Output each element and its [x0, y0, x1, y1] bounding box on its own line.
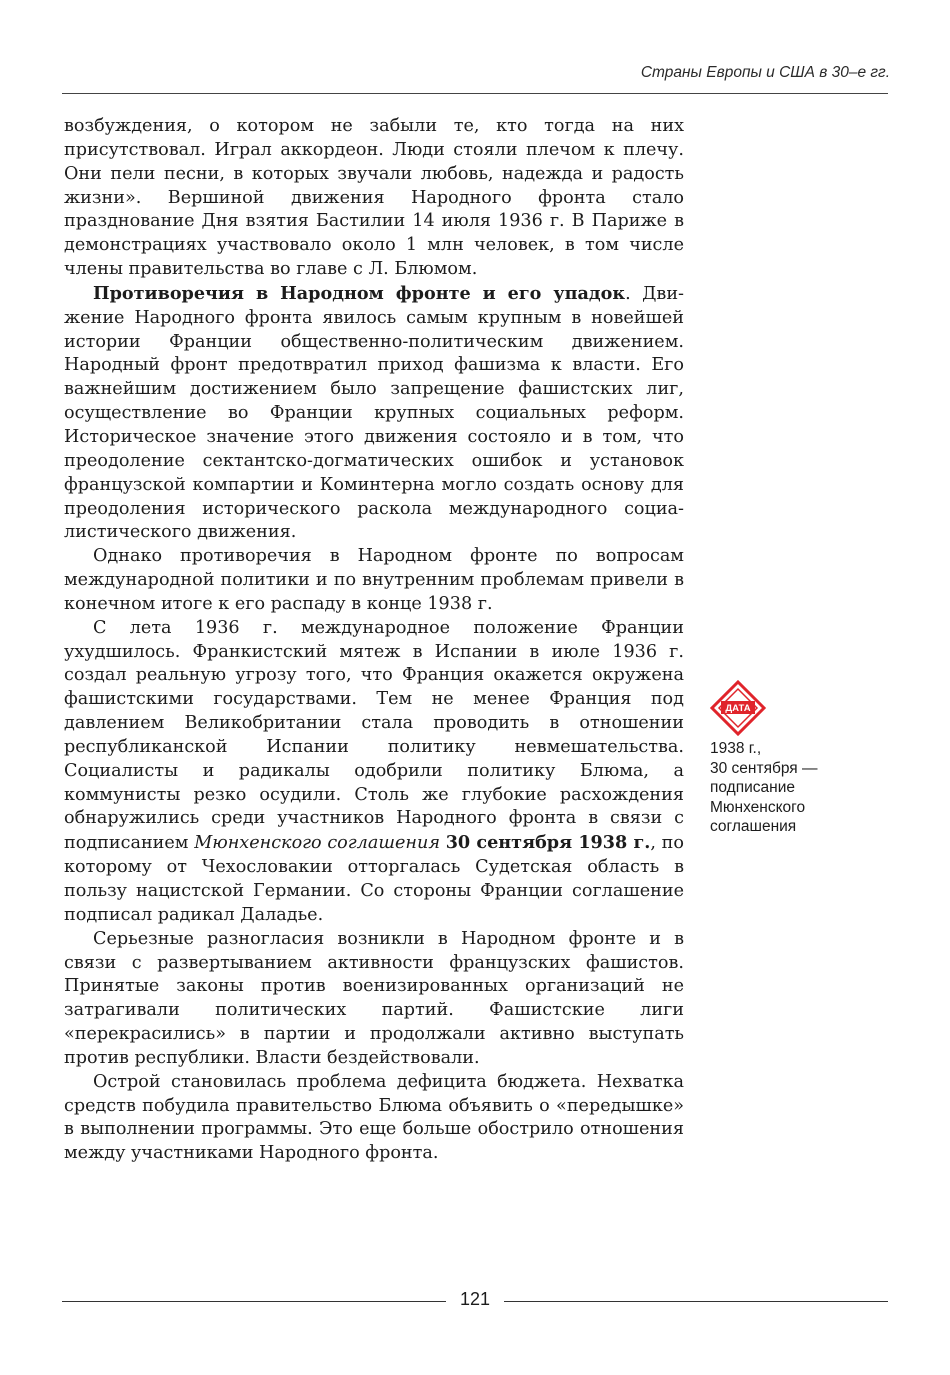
date-note-line3: подписание — [710, 779, 795, 797]
munich-agreement-date: 30 сентября 1938 г. — [445, 832, 651, 854]
paragraph-5: Серьезные разногласия возникли в Народном фронте и в связи с развертыванием активности французских фашистов. Принятые законы против военизированных организаций не затрагивали политических партий. Фашистские лиги «перекрасились» в партии и продолжали активно выступать против республики. Власти бездействовали. — [64, 928, 684, 1068]
paragraph-2-text: . Движение Народного фронта явилось самым крупным в новейшей истории Франции общественно-политическим движением. Народный фронт предотвратил приход фашизма к власти. Его важнейшим достижением было запрещение фашистских лиг, осуществление во Франции крупных социальных реформ. Историческое значение этого движения состояло и в том, что преодоление сектантско-догматических ошибок и установок французской компартии и Коминтерна могло создать основу для преодоления исторического раскола международного социалистического движения. — [64, 283, 684, 543]
date-sidebar — [710, 680, 870, 837]
date-badge-icon — [710, 680, 766, 736]
paragraph-3: Однако противоречия в Народном фронте по вопросам международной политики и по внутренним проблемам привели в конечном итоге к его распаду в конце 1938 г. — [64, 546, 684, 614]
header-rule — [62, 93, 888, 94]
page-footer — [62, 1289, 888, 1313]
paragraph-4-text-a: С лета 1936 г. международное положение Франции ухудшилось. Франкистский мятеж в Испании в июле 1936 г. создал реальную угрозу того, что Франция окажется окружена фашистскими государствами. Тем не менее Франция под давлением Великобритании стала проводить в отношении республиканской Испании политику невмешательства. Социалисты и радикалы одобрили политику Блюма, а коммунисты резко осудили. Столь же глубокие расхождения обнаружились среди участников Народного фронта в связи с подписанием — [64, 617, 684, 854]
munich-agreement-term: Мюнхенского соглашения — [194, 833, 440, 854]
paragraph-4-text-b: , по которому от Чехословакии отторгалась Судетская область в пользу нацистской Германии. Со стороны Франции соглашение подписал радикал Даладье. — [64, 833, 684, 925]
page-number: 121 — [459, 1289, 491, 1309]
date-note — [710, 739, 870, 837]
running-title: Страны Европы и США в 30–е гг. — [640, 64, 890, 81]
paragraph-4 — [64, 617, 684, 928]
paragraph-2 — [64, 282, 684, 545]
date-note-line5: соглашения — [710, 818, 797, 836]
footer-rule-right — [504, 1301, 888, 1302]
paragraph-6: Острой становилась проблема дефицита бюджета. Нехватка средств побудила правительство Блюма объявить о «передышке» в выполнении программы. Это еще больше обострило отношения между участниками Народного фронта. — [64, 1071, 684, 1164]
date-note-year: 1938 г., — [710, 740, 762, 757]
paragraph-1: возбуждения, о котором не забыли те, кто тогда на них присутствовал. Играл аккордеон. Люди стояли плечом к плечу. Они пели песни, в которых звучали любовь, надежда и радость жизни». Вершиной движения Народного фронта стало празднование Дня взятия Бастилии 14 июля 1936 г. В Париже в демонстрациях участвовало около 1 млн человек, в том числе члены правительства во главе с Л. Блюмом. — [64, 116, 684, 280]
main-text-column — [64, 115, 684, 1166]
date-note-day: 30 сентября — — [710, 759, 818, 777]
date-note-line4: Мюнхенского — [710, 798, 806, 816]
date-badge-label: ДАТА — [725, 703, 751, 715]
section-heading: Противоречия в Народном фронте и его упадок — [93, 282, 626, 304]
